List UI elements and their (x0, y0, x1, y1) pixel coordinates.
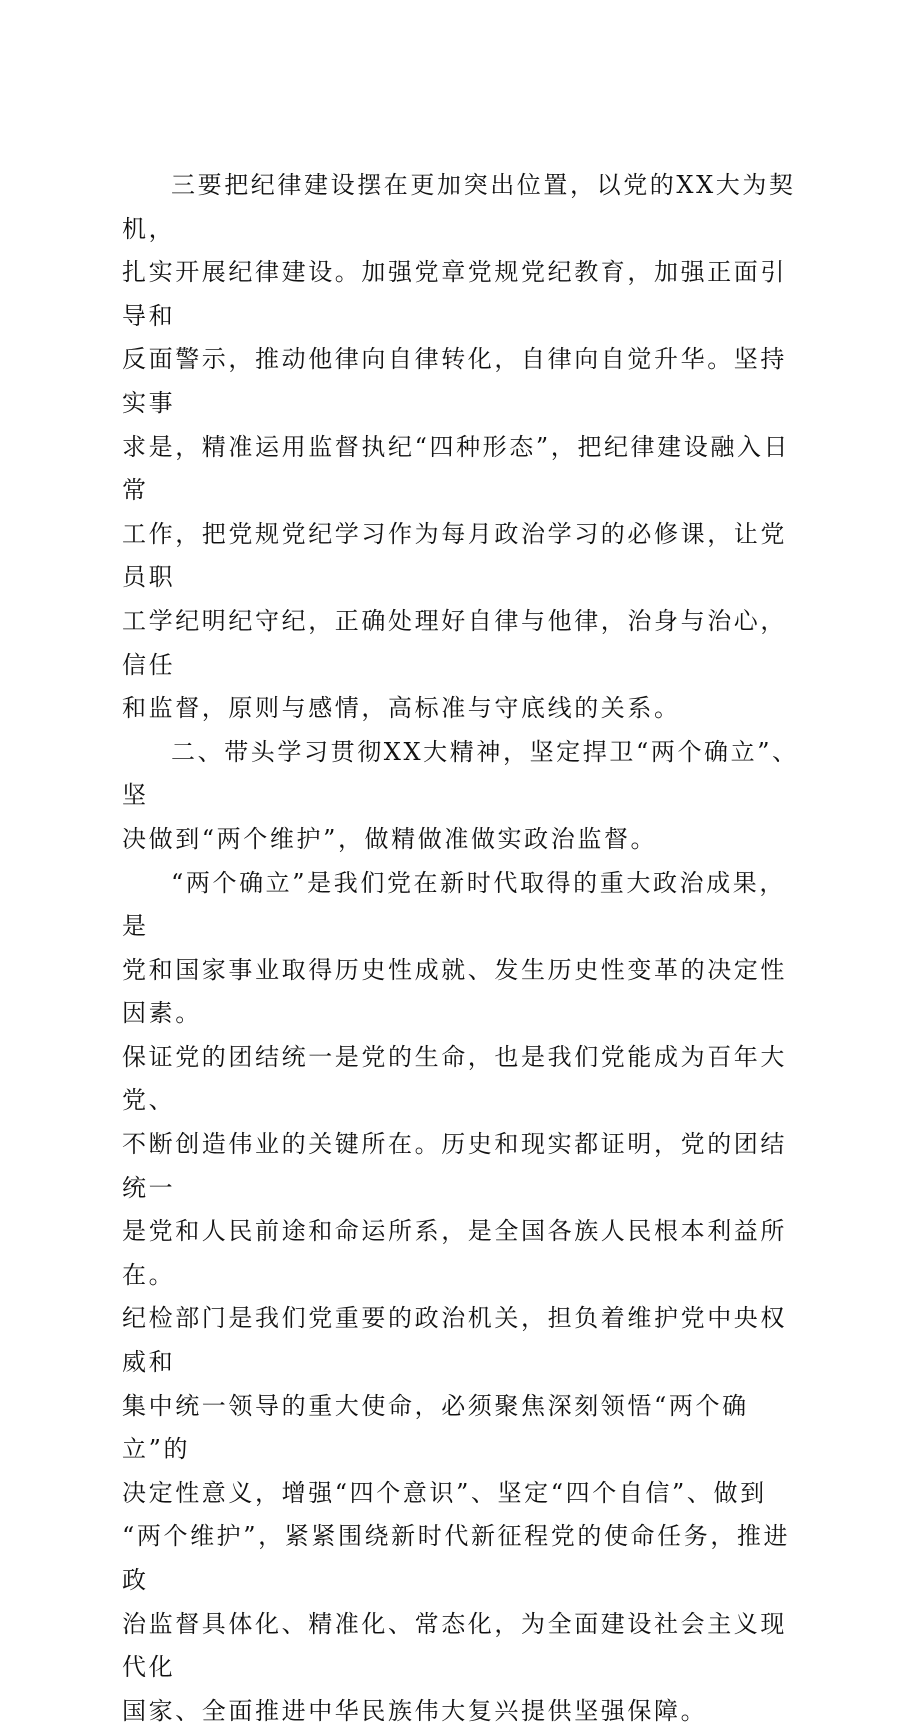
section-heading-two: 二、带头学习贯彻XX大精神，坚定捍卫“两个确立”、坚 决做到“两个维护”，做精做准做实政治监督。 (122, 731, 812, 862)
document-body (122, 164, 812, 1733)
paragraph-discipline-building: 三要把纪律建设摆在更加突出位置，以党的XX大为契机， 扎实开展纪律建设。加强党章党规党纪教育，加强正面引导和 反面警示，推动他律向自律转化，自律向自觉升华。坚持实事 求是，精准运用监督执纪“四种形态”，把纪律建设融入日常 工作，把党规党纪学习作为每月政治学习的必修课，让党员职 工学纪明纪守纪，正确处理好自律与他律，治身与治心，信任 和监督，原则与感情，高标准与守底线的关系。 (122, 164, 812, 731)
paragraph-two-establishments: “两个确立”是我们党在新时代取得的重大政治成果，是 党和国家事业取得历史性成就、发生历史性变革的决定性因素。 保证党的团结统一是党的生命，也是我们党能成为百年大党、 不断创造伟业的关键所在。历史和现实都证明，党的团结统一 是党和人民前途和命运所系，是全国各族人民根本利益所在。 纪检部门是我们党重要的政治机关，担负着维护党中央权威和 集中统一领导的重大使命，必须聚焦深刻领悟“两个确立”的 决定性意义，增强“四个意识”、坚定“四个自信”、做到 “两个维护”，紧紧围绕新时代新征程党的使命任务，推进政 治监督具体化、精准化、常态化，为全面建设社会主义现代化 国家、全面推进中华民族伟大复兴提供坚强保障。 (122, 862, 812, 1733)
